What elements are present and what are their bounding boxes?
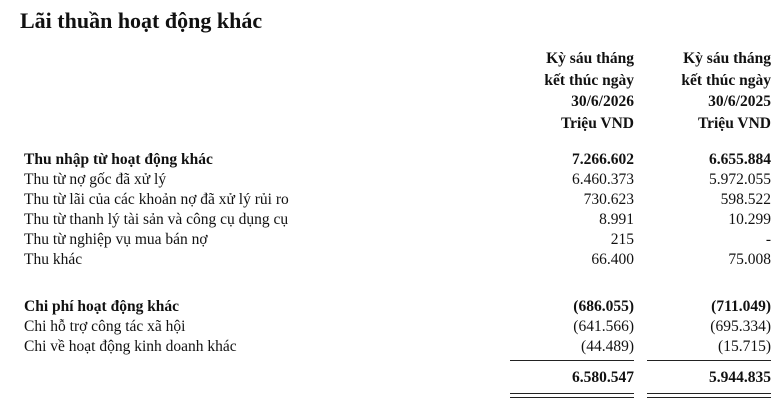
row-label: Thu khác	[24, 251, 83, 268]
column-header-unit: Triệu VND	[560, 114, 634, 132]
expense-total-row	[0, 297, 779, 317]
net-total-row	[0, 368, 779, 388]
value-2025: (695.334)	[710, 318, 771, 335]
column-header-date: 30/6/2026	[571, 93, 634, 110]
table-row	[0, 317, 779, 337]
table-row	[0, 230, 779, 250]
page-title: Lãi thuần hoạt động khác	[20, 8, 263, 33]
value-2026: 730.623	[583, 191, 634, 208]
value-2026: (44.489)	[581, 338, 634, 355]
row-label: Chi hỗ trợ công tác xã hội	[24, 318, 186, 335]
value-2026: (641.566)	[573, 318, 634, 335]
value-2026: (686.055)	[573, 298, 634, 315]
column-header-2025	[621, 48, 771, 134]
row-label: Thu từ nợ gốc đã xử lý	[24, 171, 167, 188]
column-header-line1: Kỳ sáu tháng	[683, 50, 771, 67]
row-label: Thu từ nghiệp vụ mua bán nợ	[24, 231, 208, 248]
table-row	[0, 250, 779, 270]
value-2026: 7.266.602	[572, 151, 634, 168]
value-2025: 5.972.055	[709, 171, 771, 188]
table-row	[0, 190, 779, 210]
income-total-row	[0, 150, 779, 170]
column-header-date: 30/6/2025	[708, 93, 771, 110]
value-2025: (711.049)	[711, 298, 771, 315]
value-2025: 6.655.884	[709, 151, 771, 168]
table-row	[0, 170, 779, 190]
value-2026: 66.400	[591, 251, 634, 268]
value-2026: 6.460.373	[572, 171, 634, 188]
total-double-rule-2026	[510, 393, 634, 398]
column-header-line2: kết thúc ngày	[544, 71, 634, 89]
value-2025: -	[765, 231, 771, 248]
value-2025: 10.299	[728, 211, 771, 228]
table-row	[0, 337, 779, 357]
subtotal-rule-2026	[510, 360, 634, 361]
row-label: Thu từ thanh lý tài sản và công cụ dụng cụ	[24, 211, 289, 228]
total-double-rule-2025	[647, 393, 771, 398]
value-2026: 8.991	[599, 211, 634, 228]
column-header-line2: kết thúc ngày	[681, 71, 771, 89]
row-label: Chi về hoạt động kinh doanh khác	[24, 338, 237, 355]
row-label: Thu nhập từ hoạt động khác	[24, 151, 213, 168]
value-2025: 598.522	[720, 191, 771, 208]
column-header-line1: Kỳ sáu tháng	[546, 50, 634, 67]
row-label: Chi phí hoạt động khác	[24, 298, 180, 315]
value-2026: 215	[610, 231, 634, 248]
value-2026: 6.580.547	[572, 369, 634, 386]
column-header-2026	[484, 48, 634, 134]
value-2025: 5.944.835	[709, 369, 771, 386]
table-row	[0, 210, 779, 230]
row-label: Thu từ lãi của các khoản nợ đã xử lý rủi ro	[24, 191, 289, 208]
subtotal-rule-2025	[647, 360, 771, 361]
value-2025: (15.715)	[718, 338, 771, 355]
value-2025: 75.008	[728, 251, 771, 268]
column-header-unit: Triệu VND	[697, 114, 771, 132]
